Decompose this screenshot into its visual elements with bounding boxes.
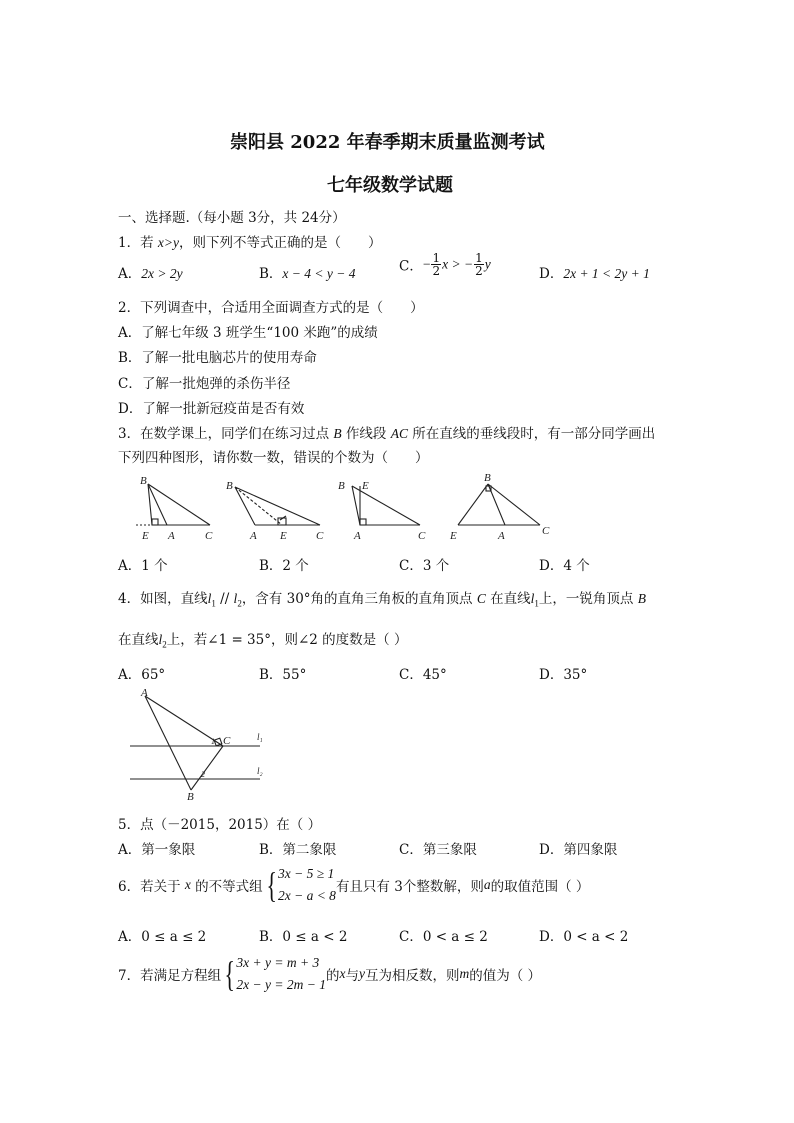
question-1-option-b[interactable]: B．x − 4 < y − 4 bbox=[259, 266, 356, 282]
fig4-label-b: B bbox=[484, 472, 491, 484]
fig-q4-label-a: A bbox=[141, 687, 148, 699]
fig2-label-e: E bbox=[280, 530, 287, 542]
question-2-option-d[interactable]: D．了解一批新冠疫苗是否有效 bbox=[118, 401, 305, 417]
fig1-label-a: A bbox=[168, 530, 175, 542]
question-3-figures bbox=[130, 470, 560, 545]
fig4-label-a: A bbox=[498, 530, 505, 542]
question-6-option-d[interactable]: D．0 < a < 2 bbox=[539, 929, 629, 945]
question-1-option-c[interactable]: C．− $\frac{1}{2}$ x > − $\frac{1}{2}$ y bbox=[399, 251, 491, 278]
question-5-option-c[interactable]: C．第三象限 bbox=[399, 842, 477, 858]
fig-q4-label-2: 2 bbox=[201, 770, 205, 779]
fig-q4-label-c: C bbox=[223, 735, 231, 747]
question-5-stem: 5．点（－2015，2015）在（ ） bbox=[118, 817, 322, 833]
question-3-option-d[interactable]: D．4 个 bbox=[539, 558, 590, 574]
fig1-label-b: B bbox=[140, 475, 147, 487]
question-1-option-a[interactable]: A．2x > 2y bbox=[118, 266, 183, 282]
question-5-option-b[interactable]: B．第二象限 bbox=[259, 842, 337, 858]
question-2-option-b[interactable]: B．了解一批电脑芯片的使用寿命 bbox=[118, 350, 317, 366]
fig3-label-a: A bbox=[354, 530, 361, 542]
question-2-stem: 2．下列调查中，合适用全面调查方式的是（ ） bbox=[118, 300, 424, 316]
figure-3-1 bbox=[136, 484, 210, 525]
question-4-figure bbox=[125, 686, 275, 804]
question-1-stem: 1．若 x>y，则下列不等式正确的是（ ） bbox=[118, 235, 382, 251]
fig1-label-e: E bbox=[142, 530, 149, 542]
fig-q4-label-b: B bbox=[187, 791, 194, 803]
question-3-option-a[interactable]: A．1 个 bbox=[118, 558, 168, 574]
question-3-option-b[interactable]: B．2 个 bbox=[259, 558, 309, 574]
question-4-option-b[interactable]: B．55° bbox=[259, 667, 307, 683]
question-4-option-a[interactable]: A．65° bbox=[118, 667, 166, 683]
fig2-label-a: A bbox=[250, 530, 257, 542]
question-5-option-d[interactable]: D．第四象限 bbox=[539, 842, 618, 858]
fig3-label-c: C bbox=[418, 530, 426, 542]
question-2-option-c[interactable]: C．了解一批炮弹的杀伤半径 bbox=[118, 376, 291, 392]
fig-q4-label-l1: l₁ bbox=[257, 732, 263, 742]
question-6-option-b[interactable]: B．0 ≤ a < 2 bbox=[259, 929, 348, 945]
question-3-stem-line1: 3．在数学课上，同学们在练习过点 B 作线段 AC 所在直线的垂线段时，有一部分同学画出 bbox=[118, 426, 656, 442]
fig4-label-c: C bbox=[542, 525, 550, 537]
fig-q4-label-1: 1 bbox=[211, 737, 215, 746]
fig1-label-c: C bbox=[205, 530, 213, 542]
fig3-label-e: E bbox=[362, 480, 369, 492]
question-6-stem: 6．若关于 x 的不等式组{ 3x − 5 ≥ 1 2x − a < 8 有且只有 3个整数解，则a的取值范围（ ） bbox=[118, 865, 590, 905]
question-3-option-c[interactable]: C．3 个 bbox=[399, 558, 450, 574]
question-2-option-a[interactable]: A．了解七年级 3 班学生“100 米跑”的成绩 bbox=[118, 325, 378, 341]
fig3-label-b: B bbox=[338, 480, 345, 492]
fig2-label-b: B bbox=[226, 480, 233, 492]
fig-q4-label-l2: l₂ bbox=[257, 766, 263, 776]
section-heading: 一、选择题.（每小题 3分，共 24分） bbox=[118, 210, 346, 226]
question-4-stem-line1: 4．如图，直线$l_1 // l_2$，含有 30°角的直角三角板的直角顶点 C 在直线$l_1$上，一锐角顶点 B bbox=[118, 591, 646, 609]
figure-3-2 bbox=[235, 487, 320, 525]
fig4-label-e: E bbox=[450, 530, 457, 542]
question-4-option-c[interactable]: C．45° bbox=[399, 667, 447, 683]
question-3-stem-line2: 下列四种图形，请你数一数，错误的个数为（ ） bbox=[118, 450, 429, 466]
exam-subtitle: 七年级数学试题 bbox=[327, 175, 453, 196]
question-6-option-a[interactable]: A．0 ≤ a ≤ 2 bbox=[118, 929, 207, 945]
question-7-stem: 7．若满足方程组{ 3x + y = m + 3 2x − y = 2m − 1 的x与y互为相反数，则m的值为（ ） bbox=[118, 954, 541, 994]
exam-title: 崇阳县 2022 年春季期末质量监测考试 bbox=[230, 132, 545, 153]
question-4-stem-line2: 在直线$l_2$上，若∠1 = 35°，则∠2 的度数是（ ） bbox=[118, 632, 408, 650]
question-6-option-c[interactable]: C．0 < a ≤ 2 bbox=[399, 929, 488, 945]
question-5-option-a[interactable]: A．第一象限 bbox=[118, 842, 196, 858]
question-4-option-d[interactable]: D．35° bbox=[539, 667, 588, 683]
fig2-label-c: C bbox=[316, 530, 324, 542]
question-1-option-d[interactable]: D．2x + 1 < 2y + 1 bbox=[539, 266, 650, 282]
figure-3-4 bbox=[458, 484, 540, 525]
